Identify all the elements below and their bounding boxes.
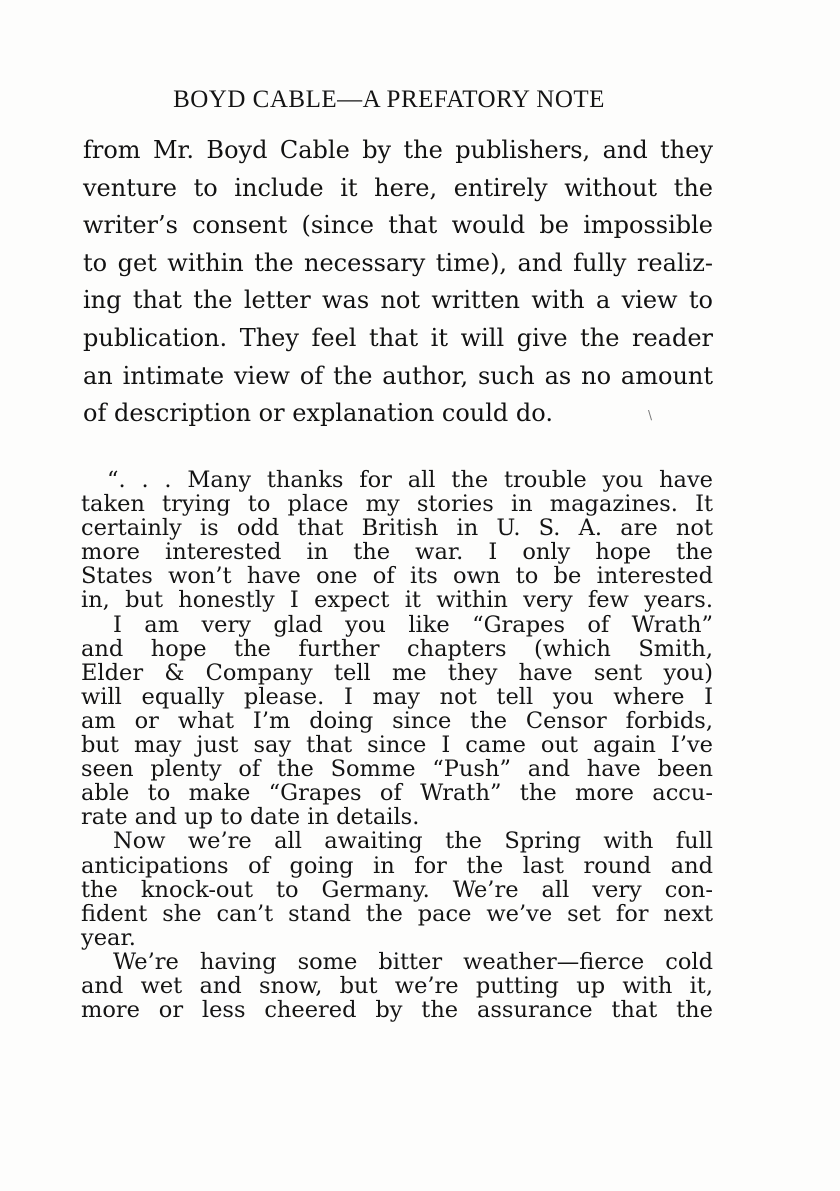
letter-line: but may just say that since I came out again I’ve <box>81 732 713 759</box>
letter-line: the knock-out to Germany. We’re all very con- <box>81 876 713 903</box>
letter-line: “. . . Many thanks for all the trouble you have <box>107 467 713 493</box>
intro-line: from Mr. Boyd Cable by the publishers, and they <box>83 136 713 164</box>
intro-line: venture to include it here, entirely without the <box>83 173 713 202</box>
intro-line: publication. They feel that it will give the reader <box>83 323 713 352</box>
letter-line: and hope the further chapters (which Smith, <box>81 635 713 662</box>
intro-paragraph <box>83 132 713 433</box>
letter-line: in, but honestly I expect it within very few years. <box>81 587 713 614</box>
letter-line: States won’t have one of its own to be interested <box>81 563 713 590</box>
letter-line: and wet and snow, but we’re putting up with it, <box>81 972 713 999</box>
letter-line: I am very glad you like “Grapes of Wrath” <box>113 611 713 638</box>
letter-line: will equally please. I may not tell you where I <box>81 683 713 710</box>
letter-line: We’re having some bitter weather—fierce cold <box>113 948 713 975</box>
letter-line: fident she can’t stand the pace we’ve set for next <box>81 900 713 927</box>
letter-line: certainly is odd that British in U. S. A. are not <box>81 515 713 542</box>
letter-line: Elder & Company tell me they have sent you) <box>81 659 713 686</box>
stray-ink-mark: \ <box>648 408 653 422</box>
letter-line: more or less cheered by the assurance that the <box>81 997 713 1024</box>
intro-line: to get within the necessary time), and fully realiz- <box>83 248 713 277</box>
letter-line: Now we’re all awaiting the Spring with full <box>113 828 713 855</box>
letter-line: able to make “Grapes of Wrath” the more accu- <box>81 780 713 807</box>
letter-line: seen plenty of the Somme “Push” and have been <box>81 756 713 783</box>
intro-line: of description or explanation could do. <box>83 399 553 428</box>
letter-line: rate and up to date in details. <box>81 804 420 831</box>
letter-line: am or what I’m doing since the Censor forbids, <box>81 707 713 734</box>
letter-line: taken trying to place my stories in magazines. It <box>81 491 713 518</box>
intro-line: ing that the letter was not written with a view to <box>83 286 713 315</box>
letter-line: more interested in the war. I only hope the <box>81 539 713 566</box>
letter-quotation <box>81 468 713 1022</box>
letter-line: anticipations of going in for the last round and <box>81 852 713 879</box>
letter-line: year. <box>81 924 136 951</box>
intro-line: writer’s consent (since that would be impossible <box>83 211 713 240</box>
running-head: BOYD CABLE—A PREFATORY NOTE <box>173 86 605 113</box>
intro-line: an intimate view of the author, such as no amount <box>83 361 713 390</box>
